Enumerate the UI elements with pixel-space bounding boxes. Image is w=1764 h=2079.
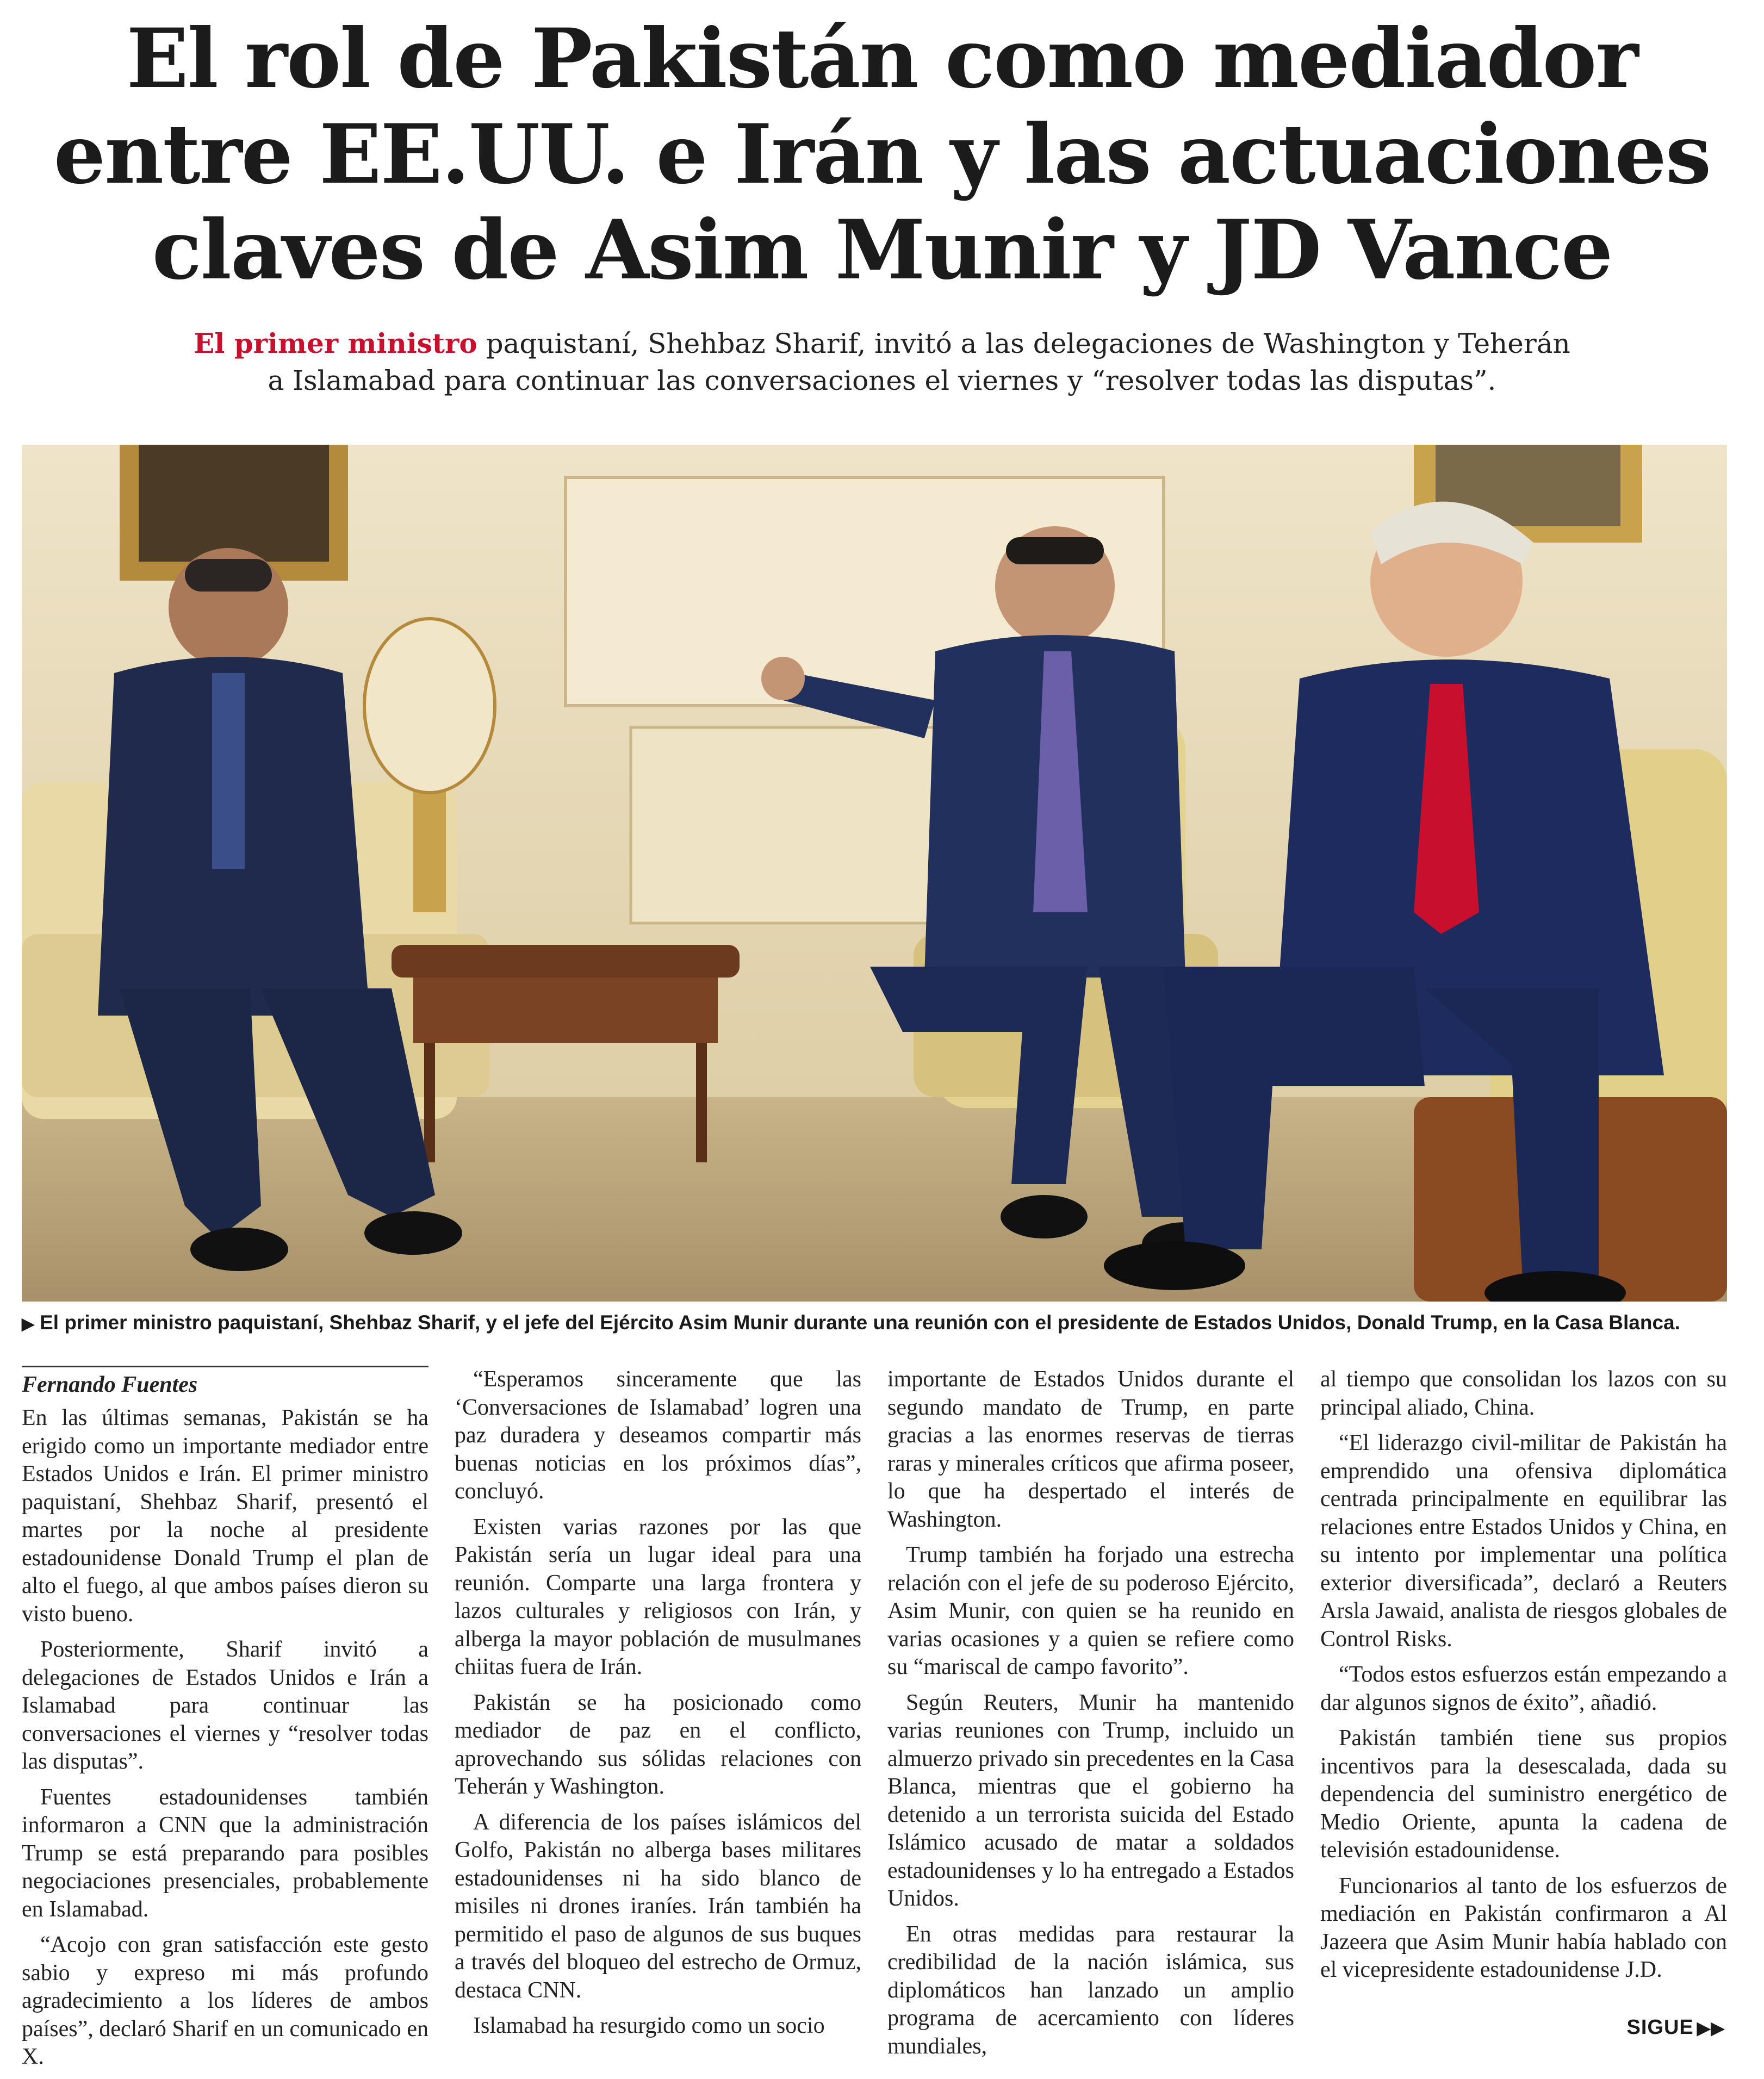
article-column-1 — [22, 1366, 428, 2079]
paragraph: Posteriormente, Sharif invitó a delegaciones de Estados Unidos e Irán a Islamabad para continuar las conversaciones el viernes y “resolver todas las disputas”. — [22, 1637, 428, 1774]
headline-line-1: El rol de Pakistán como mediador — [126, 11, 1638, 107]
caption-text: El primer ministro paquistaní, Shehbaz Sharif, y el jefe del Ejército Asim Munir durante una reunión con el presidente de Estados Unidos, Donald Trump, en la Casa Blanca. — [40, 1311, 1680, 1334]
paragraph: “El liderazgo civil-militar de Pakistán ha emprendido una ofensiva diplomática centrada principalmente en equilibrar las relaciones entre Estados Unidos y China, en su intento por implementar una política exterior diversificada”, declaró a Reuters Arsla Jawaid, analista de riesgos globales de Control Risks. — [1320, 1430, 1727, 1652]
paragraph: al tiempo que consolidan los lazos con su principal aliado, China. — [1320, 1367, 1727, 1420]
paragraph: importante de Estados Unidos durante el segundo mandato de Trump, en parte gracias a las enormes reservas de tierras raras y minerales críticos que afirma poseer, lo que ha despertado el interés de Washington. — [887, 1367, 1294, 1532]
byline-rule — [22, 1366, 428, 1367]
headline-line-3: claves de Asim Munir y JD Vance — [152, 202, 1612, 298]
paragraph: A diferencia de los países islámicos del Golfo, Pakistán no alberga bases militares estadounidenses ni ha sido blanco de misiles ni drones iraníes. Irán también ha permitido el paso de algunos de sus buques a través del bloqueo del estrecho de Ormuz, destaca CNN. — [455, 1809, 861, 2003]
paragraph: Fuentes estadounidenses también informaron a CNN que la administración Trump se está preparando para posibles negociaciones presenciales, probablemente en Islamabad. — [22, 1784, 428, 1922]
byline: Fernando Fuentes — [22, 1372, 198, 1397]
subheadline-line-1: paquistaní, Shehbaz Sharif, invitó a las delegaciones de Washington y Teherán — [486, 328, 1570, 359]
paragraph: Según Reuters, Munir ha mantenido varias reuniones con Trump, incluido un almuerzo privado sin precedentes en la Casa Blanca, mientras que el gobierno ha detenido a un terrorista suicida del Estado Islámico acusado de matar a soldados estadounidenses y lo ha entregado a Estados Unidos. — [887, 1690, 1294, 1911]
news-photo — [22, 445, 1727, 1302]
paragraph: En las últimas semanas, Pakistán se ha erigido como un importante mediador entre Estados Unidos e Irán. El primer ministro paquistaní, Shehbaz Sharif, presentó el martes por la noche al presidente estadounidense Donald Trump el plan de alto el fuego, al que ambos países dieron su visto bueno. — [22, 1405, 428, 1627]
paragraph: “Acojo con gran satisfacción este gesto sabio y expreso mi más profundo agradecimiento a los líderes de ambos países”, declaró Sharif en un comunicado en X. — [22, 1932, 428, 2069]
paragraph: “Esperamos sinceramente que las ‘Conversaciones de Islamabad’ logren una paz duradera y deseamos compartir más buenas noticias en los próximos días”, concluyó. — [455, 1367, 861, 1504]
paragraph: Pakistán también tiene sus propios incentivos para la desescalada, dada su dependencia del suministro energético de Medio Oriente, apunta la cadena de televisión estadounidense. — [1320, 1726, 1727, 1863]
continued-label: SIGUE — [1626, 2016, 1694, 2039]
paragraph: Pakistán se ha posicionado como mediador de paz en el conflicto, aprovechando sus sólidas relaciones con Teherán y Washington. — [455, 1690, 861, 1799]
photo-caption — [22, 1309, 1742, 1338]
article-column-2 — [455, 1366, 861, 2048]
article-column-3 — [887, 1366, 1294, 2068]
paragraph: Existen varias razones por las que Pakistán sería un lugar ideal para una reunión. Comparte una larga frontera y lazos culturales y religiosos con Irán, y alberga la mayor población de musulmanes chiitas fuera de Irán. — [455, 1514, 861, 1679]
headline-line-2: entre EE.UU. e Irán y las actuaciones — [53, 107, 1711, 202]
continued-marker — [1627, 2016, 1725, 2039]
news-photo-illustration — [22, 445, 1727, 1302]
caption-marker-icon: ▶ — [22, 1315, 35, 1333]
subheadline-kicker: El primer ministro — [194, 327, 477, 359]
article-column-4 — [1320, 1366, 1727, 1992]
subheadline-line-2: a Islamabad para continuar las conversaciones el viernes y “resolver todas las disputas”. — [268, 365, 1496, 396]
paragraph: Funcionarios al tanto de los esfuerzos de mediación en Pakistán confirmaron a Al Jazeera que Asim Munir había hablado con el vicepresidente estadounidense J.D. — [1320, 1873, 1727, 1982]
paragraph: Trump también ha forjado una estrecha relación con el jefe de su poderoso Ejército, Asim Munir, con quien se ha reunido en varias ocasiones y a quien se refiere como su “mariscal de campo favorito”. — [887, 1542, 1294, 1679]
headline — [22, 11, 1742, 298]
paragraph: “Todos estos esfuerzos están empezando a dar algunos signos de éxito”, añadió. — [1320, 1662, 1727, 1715]
subheadline — [87, 325, 1677, 399]
paragraph: Islamabad ha resurgido como un socio — [473, 2013, 825, 2038]
paragraph: En otras medidas para restaurar la credibilidad de la nación islámica, sus diplomáticos han lanzado un amplio programa de acercamiento con líderes mundiales, — [887, 1921, 1294, 2059]
double-arrow-icon: ▶▶ — [1697, 2018, 1725, 2038]
